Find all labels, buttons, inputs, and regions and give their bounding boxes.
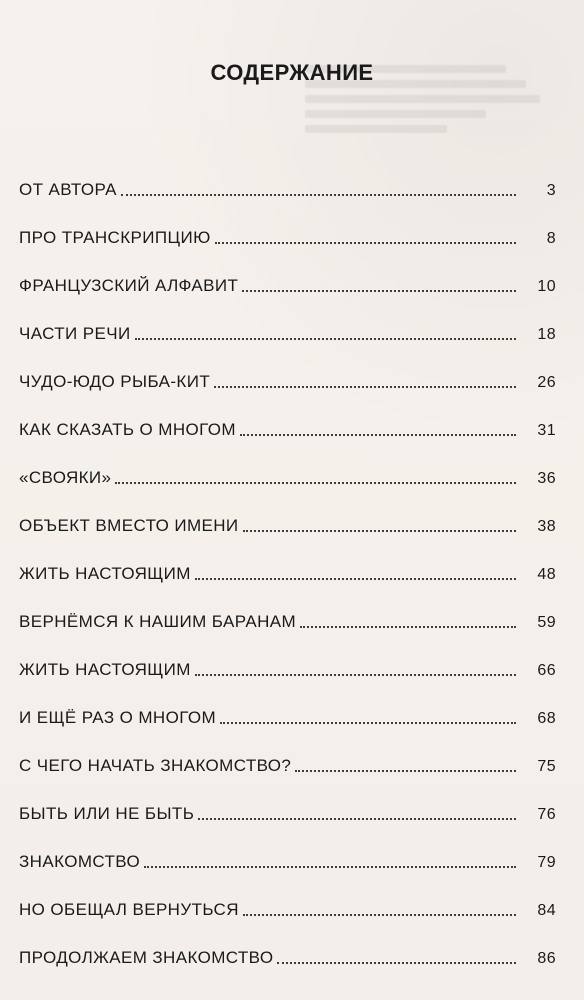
toc-entry [19,584,556,632]
dot-leader [243,530,516,532]
toc-entry [19,248,556,296]
toc-entry [19,728,556,776]
dot-leader [220,722,516,724]
toc-page-number: 84 [537,902,556,919]
toc-page-number: 48 [537,566,556,583]
toc-entry-label: ЖИТЬ НАСТОЯЩИМ [19,564,191,583]
toc-page-number: 18 [537,326,556,343]
toc-entry [19,488,556,536]
toc-entry [19,680,556,728]
toc-entry-label: ВЕРНЁМСЯ К НАШИМ БАРАНАМ [19,612,297,631]
toc-entry [19,152,556,200]
dot-leader [242,290,516,292]
toc-entry-label: КАК СКАЗАТЬ О МНОГОМ [19,420,236,439]
toc-entry [19,872,556,920]
toc-page-number: 8 [546,230,556,247]
toc-entry-label: ОТ АВТОРА [19,180,117,199]
toc-entry-label: ОБЪЕКТ ВМЕСТО ИМЕНИ [19,516,239,535]
dot-leader [277,962,516,964]
toc-entry [19,440,556,488]
toc-entry-label: ФРАНЦУЗСКИЙ АЛФАВИТ [19,276,239,295]
toc-entry-label: С ЧЕГО НАЧАТЬ ЗНАКОМСТВО? [19,756,292,775]
toc-entry-label: ЧАСТИ РЕЧИ [19,324,131,343]
dot-leader [135,338,516,340]
toc-page-number: 10 [537,278,556,295]
toc-entry [19,536,556,584]
dot-leader [195,674,516,676]
dot-leader [198,818,516,820]
toc-entry [19,200,556,248]
toc-entry [19,824,556,872]
toc-entry-label: «СВОЯКИ» [19,468,112,487]
toc-entry-label: НО ОБЕЩАЛ ВЕРНУТЬСЯ [19,900,239,919]
table-of-contents [19,152,556,968]
dot-leader [300,626,516,628]
toc-entry [19,296,556,344]
toc-entry-label: ЗНАКОМСТВО [19,852,141,871]
toc-entry-label: ЖИТЬ НАСТОЯЩИМ [19,660,191,679]
toc-page-number: 26 [537,374,556,391]
toc-entry [19,776,556,824]
toc-page-number: 59 [537,614,556,631]
toc-entry [19,392,556,440]
toc-page-number: 79 [537,854,556,871]
dot-leader [243,914,516,916]
dot-leader [240,434,516,436]
dot-leader [295,770,516,772]
toc-page-number: 3 [546,182,556,199]
dot-leader [215,242,516,244]
toc-entry-label: ПРОДОЛЖАЕМ ЗНАКОМСТВО [19,948,274,967]
toc-page-number: 75 [537,758,556,775]
toc-page-number: 31 [537,422,556,439]
page-title: СОДЕРЖАНИЕ [210,60,374,85]
toc-page-number: 68 [537,710,556,727]
toc-entry-label: ПРО ТРАНСКРИПЦИЮ [19,228,211,247]
dot-leader [115,482,516,484]
dot-leader [121,194,516,196]
toc-page-number: 76 [537,806,556,823]
toc-page-number: 38 [537,518,556,535]
toc-entry [19,920,556,968]
toc-page-number: 86 [537,950,556,967]
dot-leader [195,578,516,580]
toc-entry-label: ЧУДО-ЮДО РЫБА-КИТ [19,372,211,391]
dot-leader [144,866,516,868]
toc-entry-label: И ЕЩЁ РАЗ О МНОГОМ [19,708,217,727]
toc-entry [19,632,556,680]
toc-page-number: 66 [537,662,556,679]
toc-page-number: 36 [537,470,556,487]
toc-entry [19,344,556,392]
dot-leader [214,386,516,388]
toc-entry-label: БЫТЬ ИЛИ НЕ БЫТЬ [19,804,195,823]
